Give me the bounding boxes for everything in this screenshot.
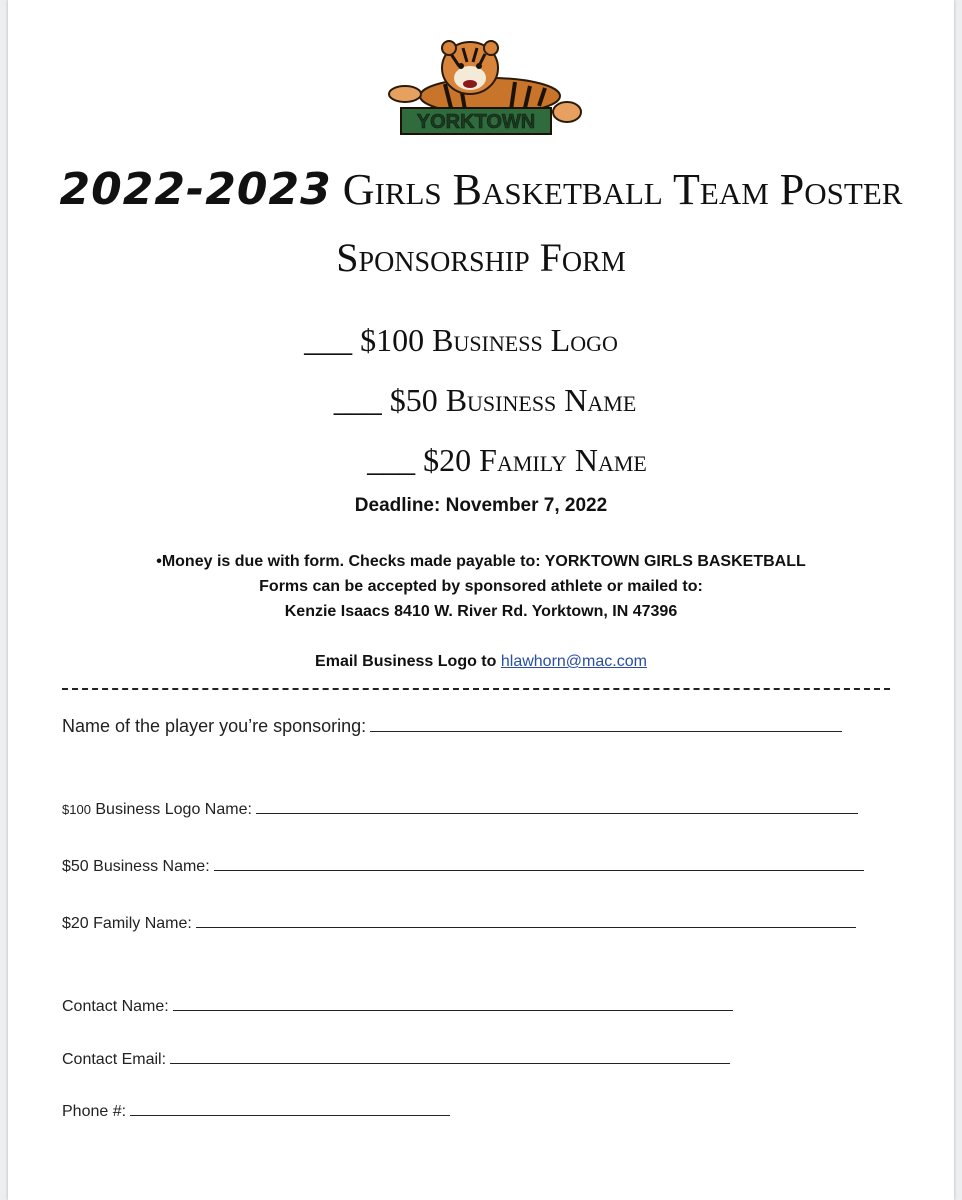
title-main: Girls Basketball Team Poster (342, 165, 903, 214)
contact-name-label: Contact Name: (62, 998, 169, 1015)
business-name-line[interactable] (214, 856, 864, 871)
email-link[interactable]: hlawhorn@mac.com (500, 653, 647, 670)
option-business-logo (0, 322, 942, 359)
option-blank: ___ (304, 322, 353, 358)
title-line-1 (0, 164, 962, 215)
svg-text:YORKTOWN: YORKTOWN (416, 111, 536, 133)
option-label: $100 Business Logo (360, 322, 618, 358)
contact-email-label: Contact Email: (62, 1051, 167, 1068)
player-name-field[interactable] (62, 716, 842, 737)
contact-email-line[interactable] (170, 1049, 730, 1064)
submission-info: Forms can be accepted by sponsored athlete or mailed to: (259, 578, 703, 595)
email-prefix: Email Business Logo to (315, 653, 497, 670)
family-name-line[interactable] (196, 913, 856, 928)
title-year: 2022-2023 (59, 164, 332, 215)
player-name-line[interactable] (370, 717, 842, 732)
business-name-field[interactable] (62, 856, 864, 876)
cut-line-divider (62, 676, 890, 690)
business-logo-line[interactable] (256, 799, 858, 814)
business-logo-label: Business Logo Name: (95, 801, 252, 818)
option-business-name (4, 382, 962, 419)
payment-info: •Money is due with form. Checks made payable to: YORKTOWN GIRLS BASKETBALL (156, 553, 806, 570)
option-family-name (26, 442, 962, 479)
email-instruction (0, 653, 962, 671)
phone-label: Phone #: (62, 1103, 127, 1120)
mailing-address: Kenzie Isaacs 8410 W. River Rd. Yorktown, IN 47396 (284, 603, 678, 620)
option-blank: ___ (333, 382, 382, 418)
phone-line[interactable] (130, 1101, 450, 1116)
family-name-field[interactable] (62, 913, 856, 933)
contact-name-line[interactable] (173, 996, 733, 1011)
family-name-label: $20 Family Name: (62, 915, 192, 932)
option-label: $50 Business Name (389, 382, 637, 418)
contact-email-field[interactable] (62, 1049, 730, 1069)
business-logo-amount: $100 (62, 802, 91, 817)
phone-field[interactable] (62, 1101, 450, 1121)
title-line-2: Sponsorship Form (336, 235, 626, 280)
player-name-label: Name of the player you’re sponsoring: (62, 716, 367, 736)
option-blank: ___ (367, 442, 416, 478)
contact-name-field[interactable] (62, 996, 733, 1016)
yorktown-tiger-logo (385, 36, 585, 140)
deadline-text: Deadline: November 7, 2022 (354, 495, 608, 516)
business-name-label: $50 Business Name: (62, 858, 210, 875)
option-label: $20 Family Name (423, 442, 647, 478)
business-logo-name-field[interactable] (62, 799, 858, 819)
